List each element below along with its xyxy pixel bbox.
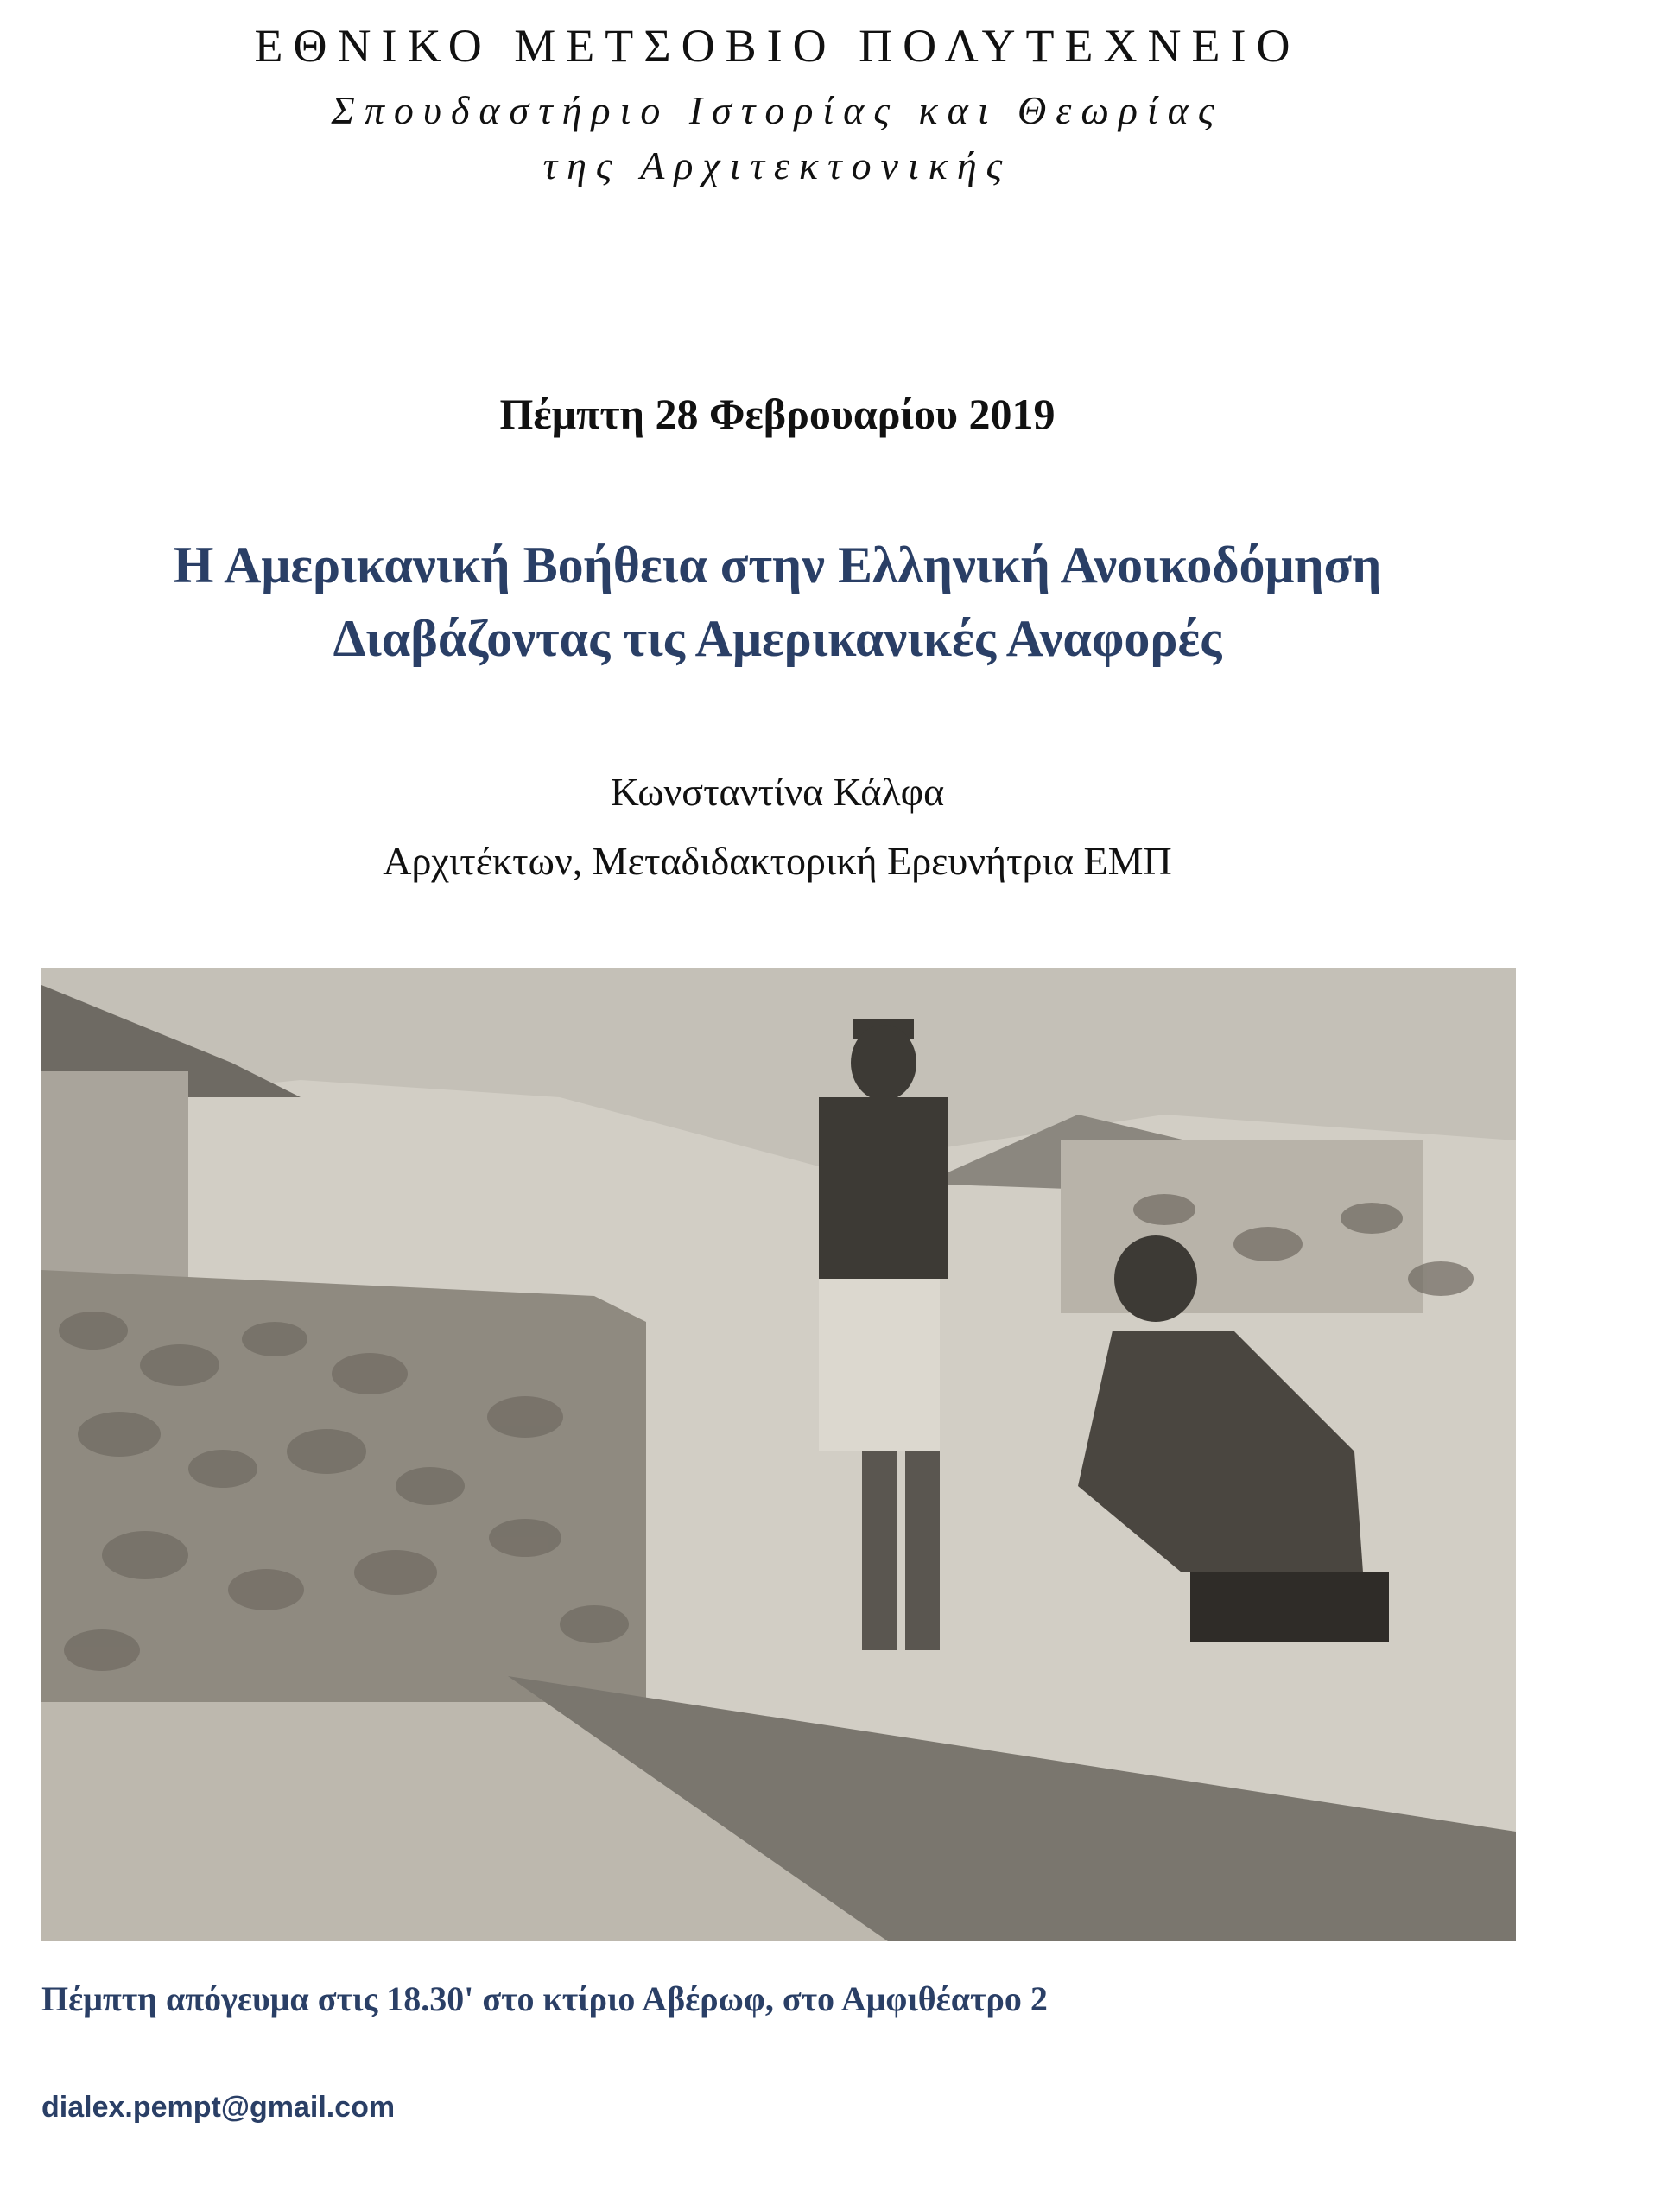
event-date: Πέμπτη 28 Φεβρουαρίου 2019 — [499, 390, 1056, 438]
department-line-2: της Αρχιτεκτονικής — [542, 143, 1012, 187]
institution-name: ΕΘΝΙΚΟ ΜΕΤΣΟΒΙΟ ΠΟΛΥΤΕΧΝΕΙΟ — [254, 20, 1301, 72]
event-venue: Πέμπτη απόγευμα στις 18.30' στο κτίριο Αβέρωφ, στο Αμφιθέατρο 2 — [41, 1979, 1048, 2018]
lecture-title-line-1: Η Αμερικανική Βοήθεια στην Ελληνική Ανοικοδόμηση — [173, 537, 1382, 594]
department-line-1: Σπουδαστήριο Ιστορίας και Θεωρίας — [331, 88, 1224, 132]
historical-photo — [41, 968, 1516, 1941]
speaker-role: Αρχιτέκτων, Μεταδιδακτορική Ερευνήτρια ΕΜΠ — [383, 839, 1172, 883]
speaker-name: Κωνσταντίνα Κάλφα — [610, 770, 945, 814]
contact-email-link[interactable]: dialex.pempt@gmail.com — [41, 2091, 396, 2124]
lecture-title-line-2: Διαβάζοντας τις Αμερικανικές Αναφορές — [333, 610, 1222, 667]
